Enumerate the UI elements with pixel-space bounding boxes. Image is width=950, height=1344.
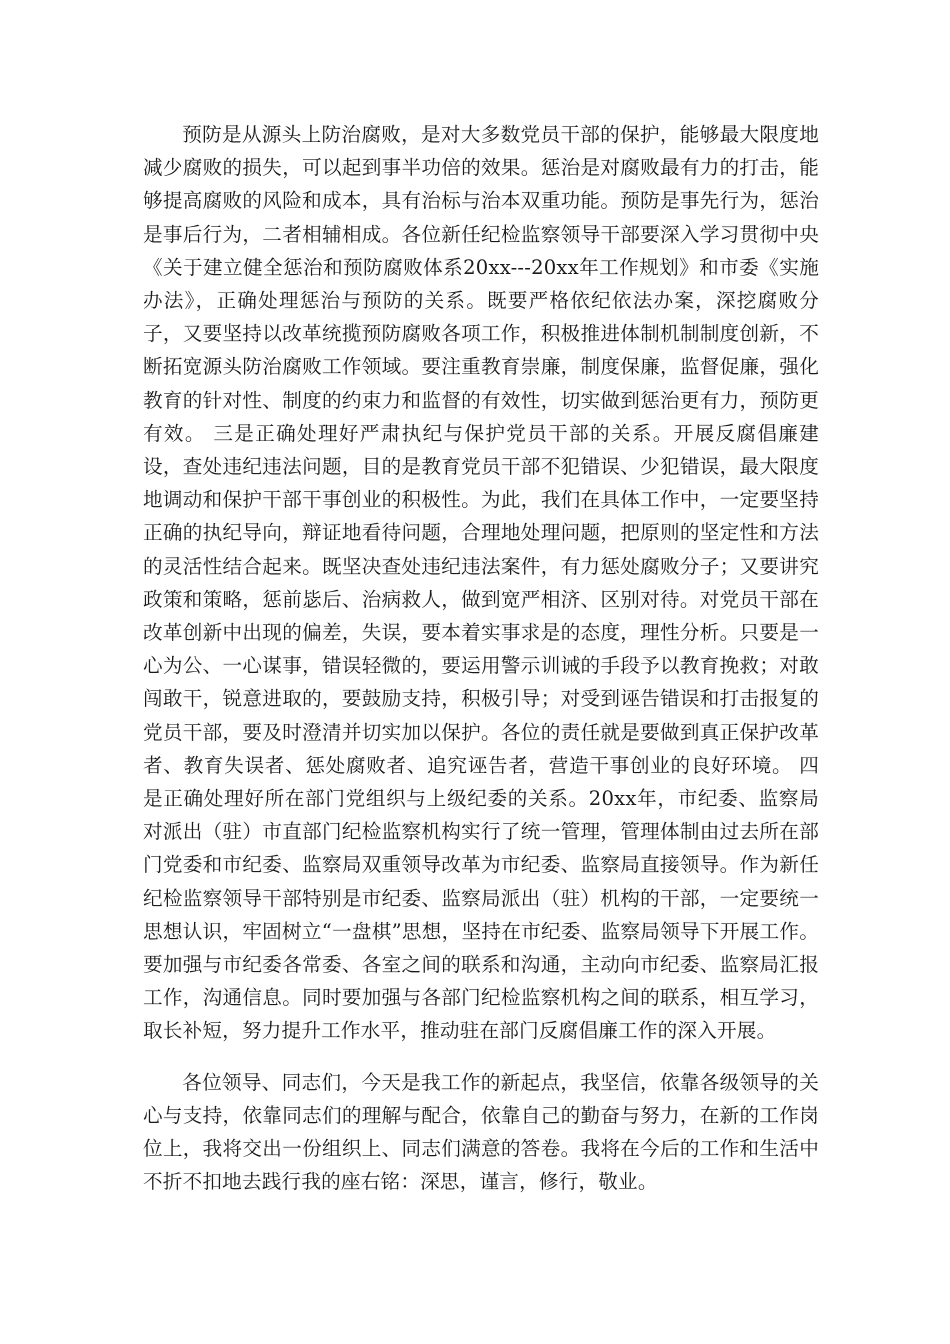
body-paragraph-1: 预防是从源头上防治腐败，是对大多数党员干部的保护，能够最大限度地减少腐败的损失，可以起到事半功倍的效果。惩治是对腐败最有力的打击，能够提高腐败的风险和成本，具有治标与治本双重功能。预防是事先行为，惩治是事后行为，二者相辅相成。各位新任纪检监察领导干部要深入学习贯彻中央《关于建立健全惩治和预防腐败体系20xx---20xx年工作规划》和市委《实施办法》，正确处理惩治与预防的关系。既要严格依纪依法办案，深挖腐败分子，又要坚持以改革统揽预防腐败各项工作，积极推进体制机制制度创新，不断拓宽源头防治腐败工作领域。要注重教育崇廉，制度保廉，监督促廉，强化教育的针对性、制度的约束力和监督的有效性，切实做到惩治更有力，预防更有效。 三是正确处理好严肃执纪与保护党员干部的关系。开展反腐倡廉建设，查处违纪违法问题，目的是教育党员干部不犯错误、少犯错误，最大限度地调动和保护干部干事创业的积极性。为此，我们在具体工作中，一定要坚持正确的执纪导向，辩证地看待问题，合理地处理问题，把原则的坚定性和方法的灵活性结合起来。既坚决查处违纪违法案件，有力惩处腐败分子；又要讲究政策和策略，惩前毖后、治病救人，做到宽严相济、区别对待。对党员干部在改革创新中出现的偏差，失误，要本着实事求是的态度，理性分析。只要是一心为公、一心谋事，错误轻微的，要运用警示训诫的手段予以教育挽救；对敢闯敢干，锐意进取的，要鼓励支持，积极引导；对受到诬告错误和打击报复的党员干部，要及时澄清并切实加以保护。各位的责任就是要做到真正保护改革者、教育失误者、惩处腐败者、追究诬告者，营造干事创业的良好环境。 四是正确处理好所在部门党组织与上级纪委的关系。20xx年，市纪委、监察局对派出（驻）市直部门纪检监察机构实行了统一管理，管理体制由过去所在部门党委和市纪委、监察局双重领导改革为市纪委、监察局直接领导。作为新任纪检监察领导干部特别是市纪委、监察局派出（驻）机构的干部，一定要统一思想认识，牢固树立“一盘棋”思想，坚持在市纪委、监察局领导下开展工作。要加强与市纪委各常委、各室之间的联系和沟通，主动向市纪委、监察局汇报工作，沟通信息。同时要加强与各部门纪检监察机构之间的联系，相互学习，取长补短，努力提升工作水平，推动驻在部门反腐倡廉工作的深入开展。 — [143, 123, 819, 1043]
body-paragraph-2: 各位领导、同志们，今天是我工作的新起点，我坚信，依靠各级领导的关心与支持，依靠同志们的理解与配合，依靠自己的勤奋与努力，在新的工作岗位上，我将交出一份组织上、同志们满意的答卷。我将在今后的工作和生活中不折不扣地去践行我的座右铭：深思，谨言，修行，敬业。 — [143, 1070, 819, 1194]
document-page — [143, 118, 819, 1199]
